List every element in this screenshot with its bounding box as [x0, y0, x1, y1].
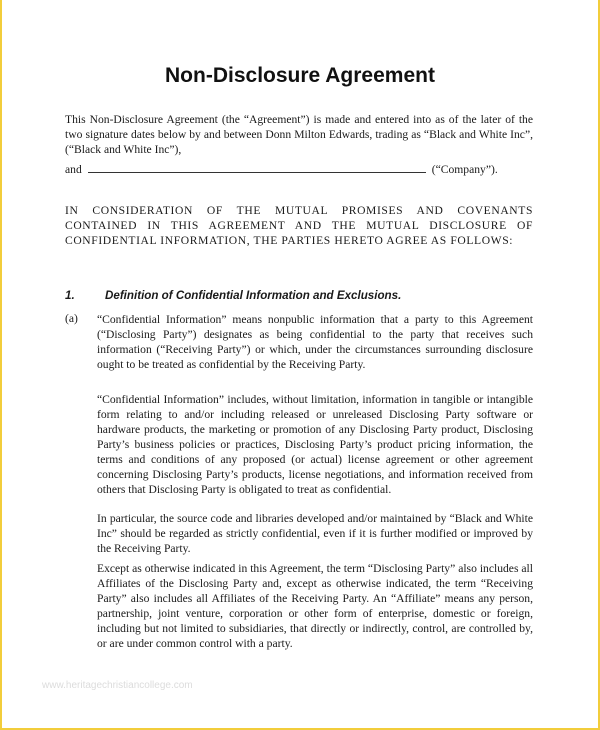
- company-line: [65, 162, 533, 177]
- consideration-paragraph: IN CONSIDERATION OF THE MUTUAL PROMISES AND COVENANTS CONTAINED IN THIS AGREEMENT AND THE MUTUAL DISCLOSURE OF CONFIDENTIAL INFORMATION, THE PARTIES HERETO AGREE AS FOLLOWS:: [65, 204, 533, 247]
- document-title: Non-Disclosure Agreement: [165, 64, 435, 87]
- and-prefix: and: [65, 163, 82, 176]
- company-suffix: (“Company”).: [431, 163, 498, 176]
- intro-paragraph: This Non-Disclosure Agreement (the “Agreement”) is made and entered into as of the later of the two signature dates below by and between Donn Milton Edwards, trading as “Black and White Inc”, (“Black and White Inc”),: [65, 113, 533, 156]
- section-number: 1.: [65, 289, 75, 302]
- clause-a-paragraph-4: Except as otherwise indicated in this Agreement, the term “Disclosing Party” also includes all Affiliates of the Disclosing Party and, except as otherwise indicated, the term “Receiving Party” also includes all Affiliates of the Receiving Party. An “Affiliate” means any person, partnership, joint venture, corporation or other form of enterprise, domestic or foreign, including but not limited to subsidiaries, that directly or indirectly, control, are controlled by, or are under common control with a party.: [97, 562, 533, 650]
- watermark: www.heritagechristiancollege.com: [42, 680, 193, 691]
- section-title: Definition of Confidential Information and Exclusions.: [105, 289, 402, 302]
- clause-a-paragraph-3: In particular, the source code and libraries developed and/or maintained by “Black and White Inc” should be regarded as strictly confidential, even if it is further modified or improved by the Receiving Party.: [97, 512, 533, 555]
- clause-label-a: (a): [65, 312, 78, 325]
- clause-a-paragraph-1: “Confidential Information” means nonpublic information that a party to this Agreement (“Disclosing Party”) designates as being confidential to the party that receives such information (“Receiving Party”) or which, under the circumstances surrounding disclosure ought to be treated as confidential by the Receiving Party.: [97, 313, 533, 371]
- clause-a-paragraph-2: “Confidential Information” includes, without limitation, information in tangible or intangible form relating to and/or including released or unreleased Disclosing Party software or hardware products, the marketing or promotion of any Disclosing Party product, Disclosing Party’s business policies or practices, Disclosing Party’s product pricing information, the terms and conditions of any proposed (or actual) license agreement or other agreement concerning Disclosing Party’s products, license negotiations, and information received from others that Disclosing Party is obligated to treat as confidential.: [97, 393, 533, 496]
- section-1-heading: [65, 289, 401, 302]
- company-name-blank: [88, 163, 426, 173]
